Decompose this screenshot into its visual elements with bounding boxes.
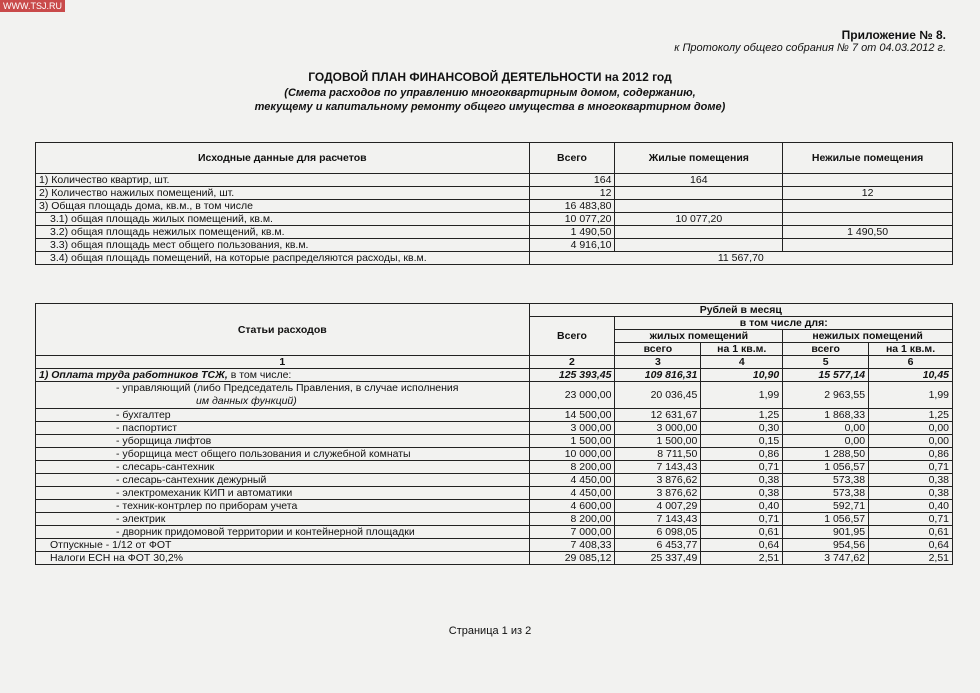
cell-nonres-all: 1 288,50 <box>783 448 869 461</box>
cell-res-per: 2,51 <box>701 552 783 565</box>
row-label: 1) Количество квартир, шт. <box>36 174 530 187</box>
table-row <box>36 422 953 435</box>
cell-res-all: 3 876,62 <box>615 487 701 500</box>
header-nonres-all: всего <box>783 343 869 356</box>
cell-total: 8 200,00 <box>529 513 615 526</box>
cell-res-per: 0,38 <box>701 474 783 487</box>
cell-total: 7 408,33 <box>529 539 615 552</box>
cell-res-per: 0,15 <box>701 435 783 448</box>
cell-nonres-per: 0,71 <box>869 513 953 526</box>
cell-nonres-per: 0,38 <box>869 474 953 487</box>
cell-res-per: 0,64 <box>701 539 783 552</box>
cell-nonres-all: 0,00 <box>783 422 869 435</box>
table-row <box>36 461 953 474</box>
table-row-manager <box>36 382 953 409</box>
cell-res-all: 8 711,50 <box>615 448 701 461</box>
row-label: - бухгалтер <box>36 409 530 422</box>
col-num: 6 <box>869 356 953 369</box>
cell-res-all: 25 337,49 <box>615 552 701 565</box>
cell-nonres-all: 592,71 <box>783 500 869 513</box>
cell-res-all: 4 007,29 <box>615 500 701 513</box>
table-row <box>36 487 953 500</box>
header-res-per-sqm: на 1 кв.м. <box>701 343 783 356</box>
cell-nonresidential <box>783 239 953 252</box>
table-row <box>36 539 953 552</box>
cell-nonres-per: 0,86 <box>869 448 953 461</box>
col-num: 3 <box>615 356 701 369</box>
cell-nonres-all: 573,38 <box>783 474 869 487</box>
row-label: 3) Общая площадь дома, кв.м., в том числе <box>36 200 530 213</box>
header-total: Всего <box>529 317 615 356</box>
cell-res-all: 109 816,31 <box>615 369 701 382</box>
cell-nonres-all: 901,95 <box>783 526 869 539</box>
cell-nonres-all: 954,56 <box>783 539 869 552</box>
cell-nonres-per: 1,99 <box>869 382 953 409</box>
table-row <box>36 526 953 539</box>
manager-line-2: им данных функций) <box>196 395 297 407</box>
cell-total: 4 600,00 <box>529 500 615 513</box>
cell-nonresidential: 12 <box>783 187 953 200</box>
cell-res-all: 20 036,45 <box>615 382 701 409</box>
cell-nonres-per: 0,40 <box>869 500 953 513</box>
cell-residential <box>615 187 783 200</box>
table-row <box>36 513 953 526</box>
cell-total: 10 000,00 <box>529 448 615 461</box>
cell-total: 125 393,45 <box>529 369 615 382</box>
header-residential: Жилые помещения <box>615 143 783 174</box>
table-row <box>36 448 953 461</box>
header-residential: жилых помещений <box>615 330 783 343</box>
cell-residential: 164 <box>615 174 783 187</box>
subtitle-line-2: текущему и капитальному ремонту общего имущества в многоквартирном доме) <box>254 101 726 113</box>
table-row <box>36 187 953 200</box>
row-label: 3.2) общая площадь нежилых помещений, кв.м. <box>36 226 530 239</box>
row-label: - слесарь-сантехник <box>36 461 530 474</box>
cell-res-all: 7 143,43 <box>615 513 701 526</box>
header-nonresidential: Нежилые помещения <box>783 143 953 174</box>
document-title: ГОДОВОЙ ПЛАН ФИНАНСОВОЙ ДЕЯТЕЛЬНОСТИ на 2012 год <box>308 70 672 84</box>
cell-res-all: 3 000,00 <box>615 422 701 435</box>
header-total: Всего <box>529 143 615 174</box>
group-row-payroll <box>36 369 953 382</box>
cell-nonresidential <box>783 174 953 187</box>
cell-residential <box>615 226 783 239</box>
cell-res-per: 0,71 <box>701 513 783 526</box>
table-row <box>36 174 953 187</box>
cell-res-per: 1,25 <box>701 409 783 422</box>
col-num: 1 <box>36 356 530 369</box>
table-row <box>36 200 953 213</box>
cell-nonres-per: 0,64 <box>869 539 953 552</box>
cell-nonres-all: 0,00 <box>783 435 869 448</box>
cell-residential: 10 077,20 <box>615 213 783 226</box>
col-num: 5 <box>783 356 869 369</box>
row-label: 2) Количество нажилых помещений, шт. <box>36 187 530 200</box>
document-subtitle <box>0 86 980 114</box>
row-label: 3.4) общая площадь помещений, на которые распределяются расходы, кв.м. <box>36 252 530 265</box>
row-label: - уборщица лифтов <box>36 435 530 448</box>
cell-total: 14 500,00 <box>529 409 615 422</box>
header-res-all: всего <box>615 343 701 356</box>
row-label <box>36 382 530 409</box>
table-row <box>36 500 953 513</box>
watermark: WWW.TSJ.RU <box>0 0 65 12</box>
cell-res-all: 6 453,77 <box>615 539 701 552</box>
cell-nonres-all: 1 056,57 <box>783 513 869 526</box>
cell-nonres-per: 0,38 <box>869 487 953 500</box>
row-label: 3.1) общая площадь жилых помещений, кв.м. <box>36 213 530 226</box>
cell-res-per: 1,99 <box>701 382 783 409</box>
row-label: - электромеханик КИП и автоматики <box>36 487 530 500</box>
cell-nonres-per: 10,45 <box>869 369 953 382</box>
table-row <box>36 552 953 565</box>
cell-total: 12 <box>529 187 615 200</box>
cell-res-per: 0,71 <box>701 461 783 474</box>
cell-nonres-per: 1,25 <box>869 409 953 422</box>
cell-nonres-all: 1 056,57 <box>783 461 869 474</box>
row-label: Налоги ЕСН на ФОТ 30,2% <box>36 552 530 565</box>
cell-res-per: 0,40 <box>701 500 783 513</box>
cell-total: 16 483,80 <box>529 200 615 213</box>
cell-total: 23 000,00 <box>529 382 615 409</box>
cell-nonresidential: 1 490,50 <box>783 226 953 239</box>
cell-res-all: 1 500,00 <box>615 435 701 448</box>
cell-distributed-area: 11 567,70 <box>529 252 952 265</box>
table-row <box>36 474 953 487</box>
manager-line-1: - управляющий (либо Председатель Правления, в случае исполнения <box>116 382 459 394</box>
header-rub-per-month: Рублей в месяц <box>529 304 952 317</box>
cell-res-per: 0,38 <box>701 487 783 500</box>
cell-res-per: 0,30 <box>701 422 783 435</box>
col-num: 2 <box>529 356 615 369</box>
cell-res-per: 0,61 <box>701 526 783 539</box>
cell-total: 7 000,00 <box>529 526 615 539</box>
table-row <box>36 409 953 422</box>
cell-total: 1 500,00 <box>529 435 615 448</box>
cell-residential <box>615 239 783 252</box>
table-row <box>36 239 953 252</box>
cell-total: 4 450,00 <box>529 487 615 500</box>
group-label-suffix: в том числе: <box>227 369 292 381</box>
row-label: - электрик <box>36 513 530 526</box>
group-label-main: 1) Оплата труда работников ТСЖ, <box>39 369 228 381</box>
expense-table <box>35 303 953 565</box>
source-table-header <box>36 143 953 174</box>
row-label: - паспортист <box>36 422 530 435</box>
column-number-row <box>36 356 953 369</box>
cell-total: 4 450,00 <box>529 474 615 487</box>
cell-nonres-all: 573,38 <box>783 487 869 500</box>
header-nonresidential: нежилых помещений <box>783 330 953 343</box>
cell-nonres-per: 2,51 <box>869 552 953 565</box>
expense-header-row-1 <box>36 304 953 317</box>
header-nonres-per-sqm: на 1 кв.м. <box>869 343 953 356</box>
cell-nonres-per: 0,00 <box>869 422 953 435</box>
cell-nonres-all: 2 963,55 <box>783 382 869 409</box>
cell-nonres-all: 3 747,62 <box>783 552 869 565</box>
cell-total: 10 077,20 <box>529 213 615 226</box>
row-label: - техник-контрлер по приборам учета <box>36 500 530 513</box>
cell-nonres-per: 0,71 <box>869 461 953 474</box>
table-row <box>36 252 953 265</box>
row-label: - уборщица мест общего пользования и служебной комнаты <box>36 448 530 461</box>
row-label: - слесарь-сантехник дежурный <box>36 474 530 487</box>
page-number: Страница 1 из 2 <box>448 625 532 637</box>
table-row <box>36 435 953 448</box>
protocol-reference: к Протоколу общего собрания № 7 от 04.03.2012 г. <box>674 42 946 54</box>
cell-total: 3 000,00 <box>529 422 615 435</box>
appendix-label: Приложение № 8. <box>841 28 946 42</box>
table-row <box>36 213 953 226</box>
header-including: в том числе для: <box>615 317 953 330</box>
col-num: 4 <box>701 356 783 369</box>
subtitle-line-1: (Смета расходов по управлению многоквартирным домом, содержанию, <box>284 87 696 99</box>
cell-total: 29 085,12 <box>529 552 615 565</box>
row-label: 3.3) общая площадь мест общего пользования, кв.м. <box>36 239 530 252</box>
cell-residential <box>615 200 783 213</box>
cell-res-all: 6 098,05 <box>615 526 701 539</box>
cell-res-per: 0,86 <box>701 448 783 461</box>
cell-total: 8 200,00 <box>529 461 615 474</box>
source-data-table <box>35 142 953 265</box>
cell-nonres-all: 1 868,33 <box>783 409 869 422</box>
cell-nonres-all: 15 577,14 <box>783 369 869 382</box>
cell-nonresidential <box>783 200 953 213</box>
cell-res-all: 3 876,62 <box>615 474 701 487</box>
header-source-data: Исходные данные для расчетов <box>36 143 530 174</box>
cell-res-all: 12 631,67 <box>615 409 701 422</box>
cell-total: 164 <box>529 174 615 187</box>
cell-nonres-per: 0,61 <box>869 526 953 539</box>
cell-total: 4 916,10 <box>529 239 615 252</box>
group-label <box>36 369 530 382</box>
table-row <box>36 226 953 239</box>
cell-total: 1 490,50 <box>529 226 615 239</box>
row-label: Отпускные - 1/12 от ФОТ <box>36 539 530 552</box>
cell-nonres-per: 0,00 <box>869 435 953 448</box>
cell-nonresidential <box>783 213 953 226</box>
cell-res-all: 7 143,43 <box>615 461 701 474</box>
header-expense-items: Статьи расходов <box>36 304 530 356</box>
cell-res-per: 10,90 <box>701 369 783 382</box>
row-label: - дворник придомовой территории и контейнерной площадки <box>36 526 530 539</box>
